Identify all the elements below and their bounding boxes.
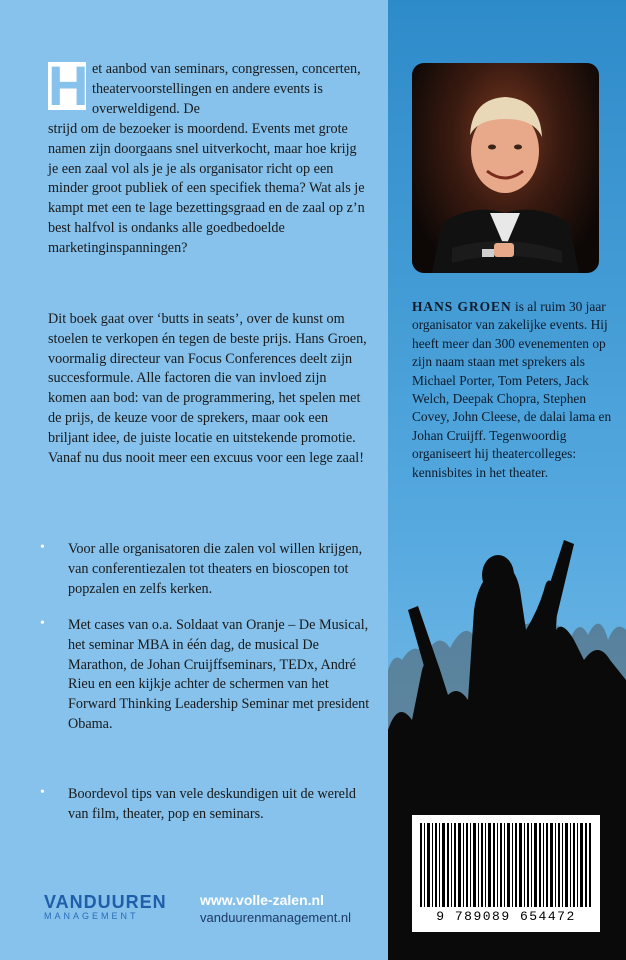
author-photo bbox=[412, 63, 599, 273]
bullet-icon: • bbox=[40, 540, 45, 555]
bullet-text: Voor alle organisatoren die zalen vol willen krijgen, van conferentiezalen tot theaters en bioscopen tot popzalen en zelfs kerken. bbox=[68, 541, 363, 597]
publisher-sub: MANAGEMENT bbox=[44, 911, 139, 921]
publisher-name: VANDUUREN bbox=[44, 892, 167, 912]
bullet-icon: • bbox=[40, 616, 45, 631]
intro-lead: et aanbod van seminars, congressen, concerten, theatervoorstellingen en andere events is overweldigend. De bbox=[92, 61, 361, 117]
author-bio bbox=[412, 298, 612, 482]
primary-url[interactable]: www.volle-zalen.nl bbox=[200, 892, 324, 908]
isbn-number: 9 789089 654472 bbox=[436, 909, 576, 924]
secondary-url[interactable]: vanduurenmanagement.nl bbox=[200, 910, 352, 925]
author-name: HANS GROEN bbox=[412, 299, 512, 314]
bullet-icon: • bbox=[40, 785, 45, 800]
drop-cap: H bbox=[48, 54, 89, 117]
bullet-item bbox=[40, 785, 370, 825]
bullet-item bbox=[40, 616, 370, 735]
body-paragraph: Dit boek gaat over ‘butts in seats’, over de kunst om stoelen te verkopen én tegen de beste prijs. Hans Groen, voormalig directeur van Focus Conferences deelt zijn succesformule. Alle factoren die van invloed zijn komen aan bod: van de programmering, het spelen met de prijs, de keuze voor de sprekers, maar ook een briljant idee, de juiste locatie en uitstekende promotie. Vanaf nu dus nooit meer een excuus voor een lege zaal! bbox=[48, 311, 367, 466]
bullet-text: Boordevol tips van vele deskundigen uit de wereld van film, theater, pop en seminars. bbox=[68, 786, 357, 822]
author-bio-text: is al ruim 30 jaar organisator van zakelijke events. Hij heeft meer dan 300 evenementen op zijn naam staan met sprekers als Michael Porter, Tom Peters, Jack Welch, Deepak Chopra, Stephen Covey, John Cleese, de dalai lama en Johan Cruijff. Tegenwoordig organiseert hij theatercolleges: kennisbites in het theater. bbox=[412, 299, 612, 480]
website-links bbox=[200, 892, 351, 925]
intro-paragraph: strijd om de bezoeker is moordend. Events met grote namen zijn doorgaans snel uitverkocht, maar hoe krijg je een zaal vol als je je als organisator richt op een minder groot publiek of een specifiek thema? Wat als je kampt met een te lage bezettingsgraad en de zaal op z’n best halfvol is ondanks alle goedbedoelde marketinginspanningen? bbox=[48, 121, 365, 256]
bullet-text: Met cases van o.a. Soldaat van Oranje – De Musical, het seminar MBA in één dag, de musical De Marathon, de Johan Cruijffseminars, TEDx, André Rieu en een kijkje achter de schermen van het Forward Thinking Leadership Seminar met president Obama. bbox=[68, 617, 370, 732]
bullet-item bbox=[40, 540, 370, 599]
barcode-bars bbox=[420, 823, 592, 907]
barcode bbox=[412, 815, 600, 932]
publisher-logo bbox=[44, 892, 167, 921]
